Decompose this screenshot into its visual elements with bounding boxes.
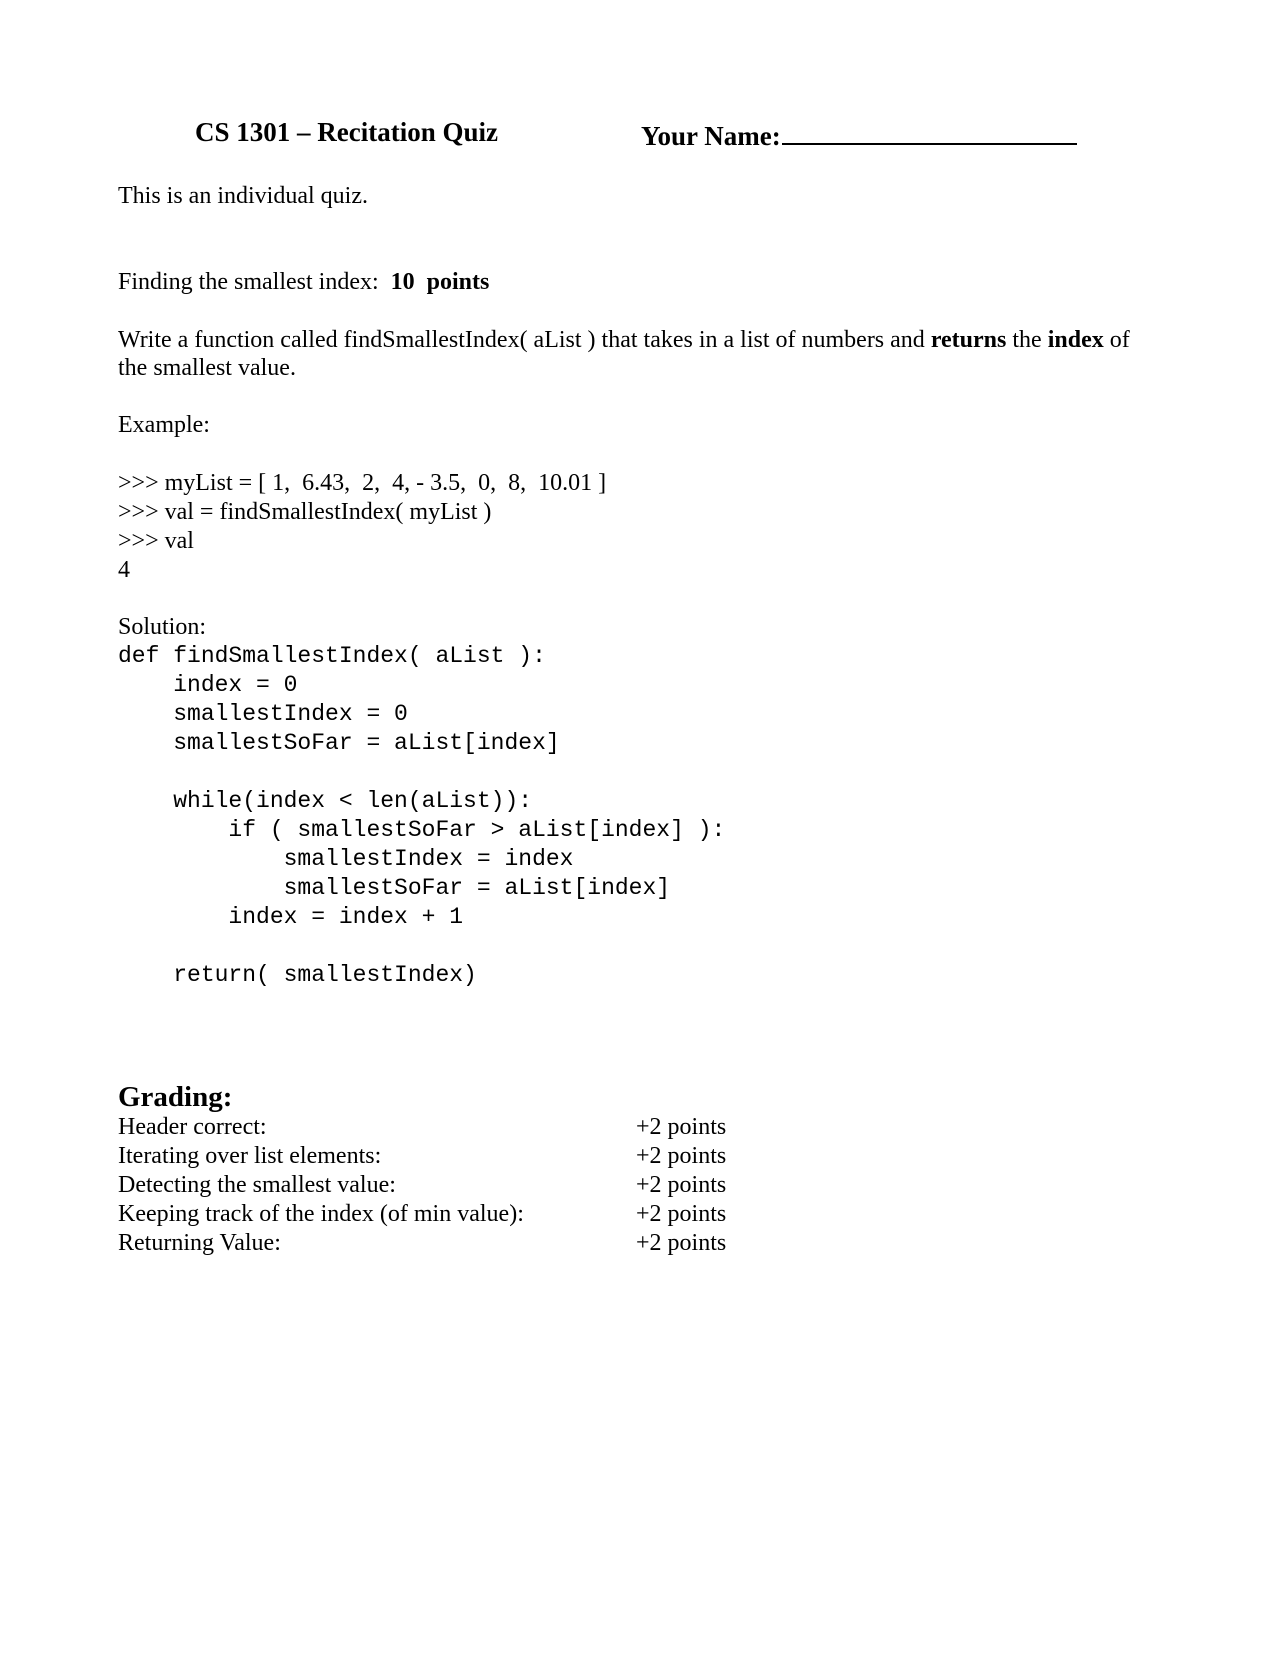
example-line: >>> myList = [ 1, 6.43, 2, 4, - 3.5, 0, 8, 10.01 ] <box>118 470 607 496</box>
example-line: 4 <box>118 557 130 583</box>
problem-title <box>118 268 489 297</box>
name-field <box>641 117 1077 152</box>
grading-points: +2 points <box>636 1172 727 1198</box>
grading-criterion: Header correct: <box>118 1114 267 1140</box>
solution-code <box>118 642 725 990</box>
grading-points: +2 points <box>636 1230 727 1256</box>
problem-points: 10 points <box>390 269 490 295</box>
problem-title-prefix: Finding the smallest index: <box>118 269 379 295</box>
name-label: Your Name: <box>641 121 781 151</box>
code-line: index = index + 1 <box>118 904 464 930</box>
code-line <box>118 932 725 961</box>
grading-points: +2 points <box>636 1114 727 1140</box>
example-label: Example: <box>118 412 210 438</box>
problem-description <box>118 326 1163 382</box>
grading-row <box>118 1142 727 1171</box>
desc-part-3: of the smallest value. <box>118 327 1130 381</box>
grading-points: +2 points <box>636 1143 727 1169</box>
desc-part-2: the <box>1012 327 1042 353</box>
grading-row <box>118 1113 727 1142</box>
code-line: smallestSoFar = aList[index] <box>118 730 560 756</box>
desc-bold-returns: returns <box>930 327 1007 353</box>
grading-row <box>118 1229 727 1258</box>
grading-criterion: Keeping track of the index (of min value): <box>118 1201 524 1227</box>
desc-part-1: Write a function called findSmallestIndex( aList ) that takes in a list of numbers and <box>118 327 925 353</box>
code-line: index = 0 <box>118 672 298 698</box>
desc-bold-index: index <box>1047 327 1104 353</box>
code-line: if ( smallestSoFar > aList[index] ): <box>118 817 726 843</box>
grading-title: Grading: <box>118 1081 233 1113</box>
grading-row <box>118 1200 727 1229</box>
name-blank-line[interactable] <box>782 117 1077 145</box>
code-line: while(index < len(aList)): <box>118 788 533 814</box>
quiz-title: CS 1301 – Recitation Quiz <box>195 117 498 147</box>
code-line: smallestIndex = index <box>118 846 574 872</box>
code-line: def findSmallestIndex( aList ): <box>118 643 546 669</box>
example-block <box>118 469 606 585</box>
grading-table <box>118 1113 727 1258</box>
code-line: smallestSoFar = aList[index] <box>118 875 671 901</box>
grading-criterion: Returning Value: <box>118 1230 281 1256</box>
code-line: return( smallestIndex) <box>118 962 477 988</box>
solution-label: Solution: <box>118 614 207 640</box>
code-line <box>118 758 725 787</box>
grading-criterion: Iterating over list elements: <box>118 1143 382 1169</box>
grading-row <box>118 1171 727 1200</box>
intro-text: This is an individual quiz. <box>118 183 368 209</box>
example-line: >>> val <box>118 528 194 554</box>
grading-points: +2 points <box>636 1201 727 1227</box>
grading-criterion: Detecting the smallest value: <box>118 1172 396 1198</box>
code-line: smallestIndex = 0 <box>118 701 408 727</box>
example-line: >>> val = findSmallestIndex( myList ) <box>118 499 492 525</box>
